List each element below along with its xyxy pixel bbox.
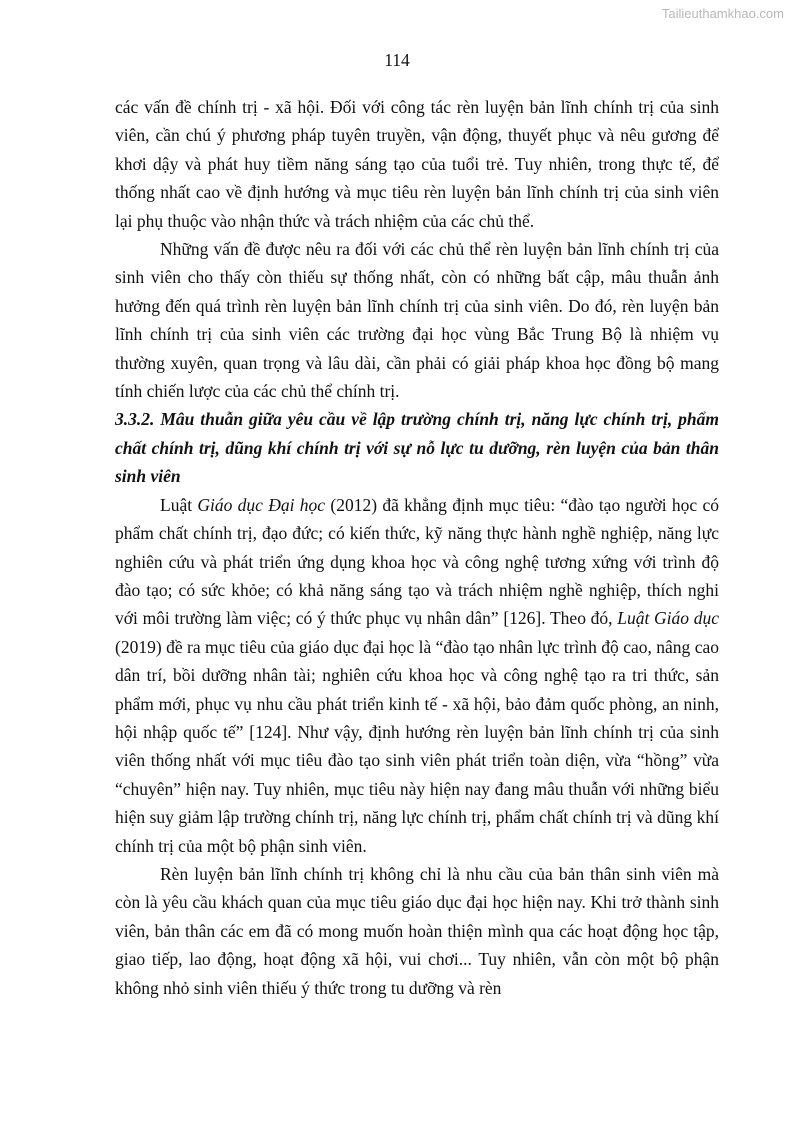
paragraph-text: Luật [160,494,198,515]
watermark: Tailieuthamkhao.com [661,6,784,21]
paragraph: Những vấn đề được nêu ra đối với các chủ thể rèn luyện bản lĩnh chính trị của sinh viên cho thấy còn thiếu sự thống nhất, còn có những bất cập, mâu thuẫn ảnh hưởng đến quá trình rèn luyện bản lĩnh chính trị của sinh viên. Do đó, rèn luyện bản lĩnh chính trị của sinh viên các trường đại học vùng Bắc Trung Bộ là nhiệm vụ thường xuyên, quan trọng và lâu dài, cần phải có giải pháp khoa học đồng bộ mang tính chiến lược của các chủ thể chính trị. [115,239,719,402]
page-body [115,93,719,1002]
paragraph: Rèn luyện bản lĩnh chính trị không chỉ là nhu cầu của bản thân sinh viên mà còn là yêu cầu khách quan của mục tiêu giáo dục đại học hiện nay. Khi trở thành sinh viên, bản thân các em đã có mong muốn hoàn thiện mình qua các hoạt động học tập, giao tiếp, lao động, hoạt động xã hội, vui chơi... Tuy nhiên, vẫn còn một bộ phận không nhỏ sinh viên thiếu ý thức trong tu dưỡng và rèn [115,863,719,998]
paragraph-text: (2012) đã khẳng định mục tiêu: “đào tạo người học có phẩm chất chính trị, đạo đức; có kiến thức, kỹ năng thực hành nghề nghiệp, năng lực nghiên cứu và phát triển ứng dụng khoa học và công nghệ tương xứng với trình độ đào tạo; có sức khỏe; có khả năng sáng tạo và trách nhiệm nghề nghiệp, thích nghi với môi trường làm việc; có ý thức phục vụ nhân dân” [126]. Theo đó, [115,494,719,629]
section-heading: 3.3.2. Mâu thuẫn giữa yêu cầu về lập trường chính trị, năng lực chính trị, phẩm chất chính trị, dũng khí chính trị với sự nỗ lực tu dưỡng, rèn luyện của bản thân sinh viên [115,409,719,487]
page-number: 114 [384,50,410,70]
law-title-higher-education: Giáo dục Đại học [197,494,326,515]
paragraph-text: (2019) đề ra mục tiêu của giáo dục đại học là “đào tạo nhân lực trình độ cao, nâng cao dân trí, bồi dưỡng nhân tài; nghiên cứu khoa học và công nghệ tạo ra tri thức, sản phẩm mới, phục vụ nhu cầu phát triển kinh tế - xã hội, bảo đảm quốc phòng, an ninh, hội nhập quốc tế” [124]. Như vậy, định hướng rèn luyện bản lĩnh chính trị của sinh viên thống nhất với mục tiêu đào tạo sinh viên phát triển toàn diện, vừa “hồng” vừa “chuyên” hiện nay. Tuy nhiên, mục tiêu này hiện nay đang mâu thuẫn với những biểu hiện suy giảm lập trường chính trị, năng lực chính trị, phẩm chất chính trị và dũng khí chính trị của một bộ phận sinh viên. [115,636,719,856]
law-title-education: Luật Giáo dục [617,608,719,629]
paragraph-law-objectives [115,491,719,860]
paragraph-continued: các vấn đề chính trị - xã hội. Đối với công tác rèn luyện bản lĩnh chính trị của sinh viên, cần chú ý phương pháp tuyên truyền, vận động, thuyết phục và nêu gương để khơi dậy và phát huy tiềm năng sáng tạo của tuổi trẻ. Tuy nhiên, trong thực tế, để thống nhất cao về định hướng và mục tiêu rèn luyện bản lĩnh chính trị của sinh viên lại phụ thuộc vào nhận thức và trách nhiệm của các chủ thể. [115,97,719,231]
